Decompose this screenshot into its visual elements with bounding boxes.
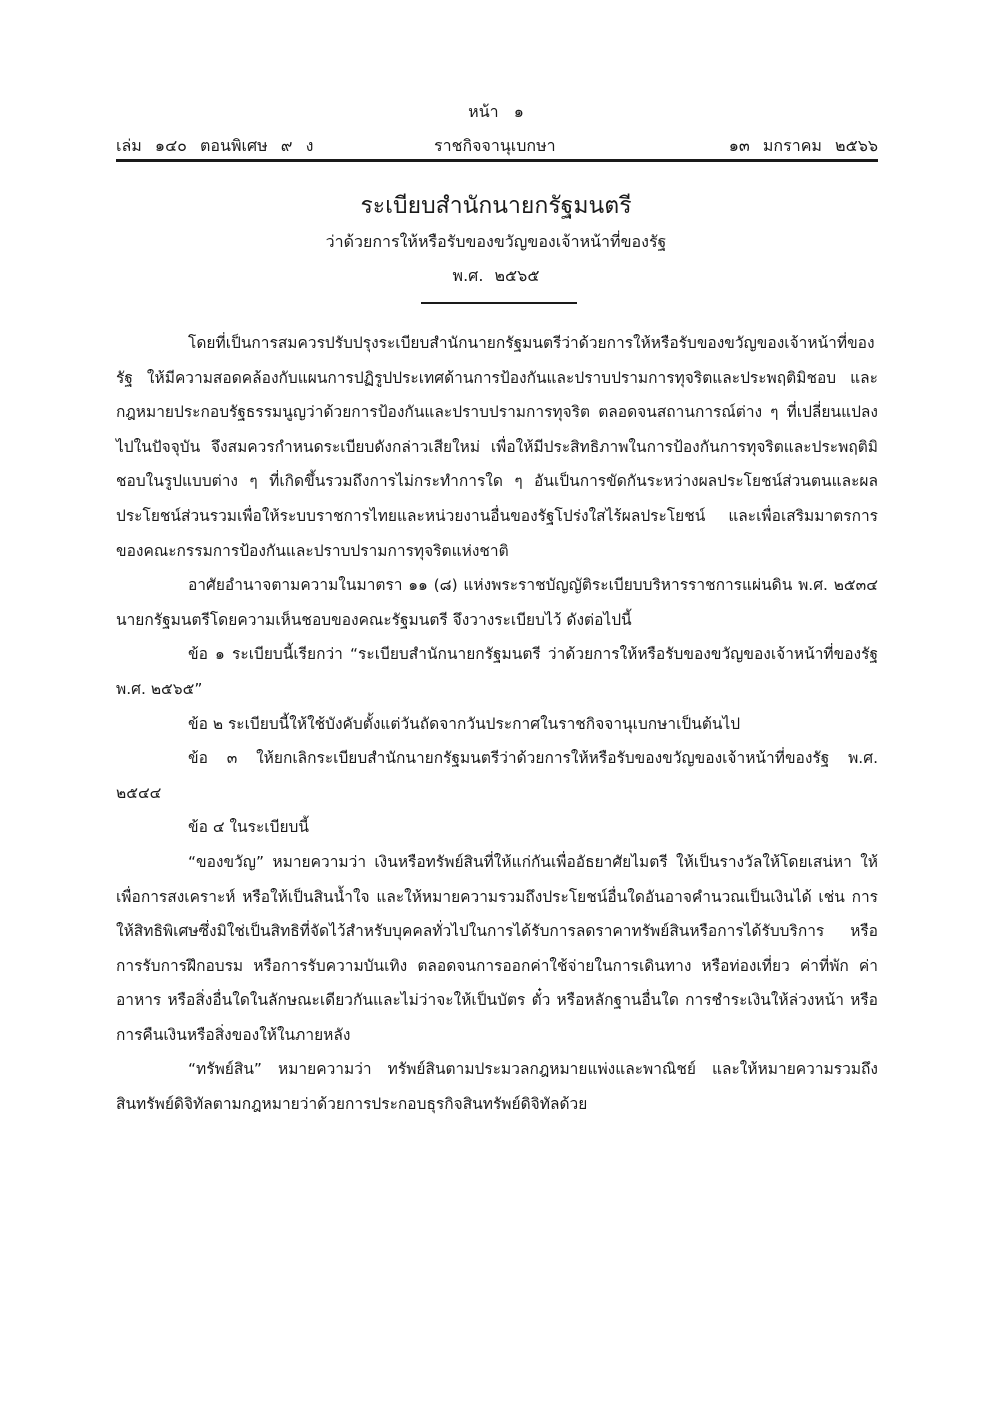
definition-property-paragraph: “ทรัพย์สิน” หมายความว่า ทรัพย์สินตามประมวลกฎหมายแพ่งและพาณิชย์ และให้หมายความรวมถึงสินทรัพย์ดิจิทัลตามกฎหมายว่าด้วยการประกอบธุรกิจสินทรัพย์ดิจิทัลด้วย — [116, 1060, 878, 1114]
clause-2-paragraph: ข้อ ๒ ระเบียบนี้ให้ใช้บังคับตั้งแต่วันถัดจากวันประกาศในราชกิจจานุเบกษาเป็นต้นไป — [188, 714, 741, 733]
preamble-paragraph: โดยที่เป็นการสมควรปรับปรุงระเบียบสำนักนายกรัฐมนตรีว่าด้วยการให้หรือรับของขวัญของเจ้าหน้าที่ของรัฐ ให้มีความสอดคล้องกับแผนการปฏิรูปประเทศด้านการป้องกันและปราบปรามการทุจริตและประพฤติมิชอบ และกฎหมายประกอบรัฐธรรมนูญว่าด้วยการป้องกันและปราบปรามการทุจริต ตลอดจนสถานการณ์ต่าง ๆ ที่เปลี่ยนแปลงไปในปัจจุบัน จึงสมควรกำหนดระเบียบดังกล่าวเสียใหม่ เพื่อให้มีประสิทธิภาพในการป้องกันการทุจริตและประพฤติมิชอบในรูปแบบต่าง ๆ ที่เกิดขึ้นรวมถึงการไม่กระทำการใด ๆ อันเป็นการขัดกันระหว่างผลประโยชน์ส่วนตนและผลประโยชน์ส่วนรวมเพื่อให้ระบบราชการไทยและหน่วยงานอื่นของรัฐโปร่งใสไร้ผลประโยชน์ และเพื่อเสริมมาตรการของคณะกรรมการป้องกันและปราบปรามการทุจริตแห่งชาติ — [116, 334, 878, 560]
definition-gift-paragraph: “ของขวัญ” หมายความว่า เงินหรือทรัพย์สินที่ให้แก่กันเพื่ออัธยาศัยไมตรี ให้เป็นรางวัลให้โดยเสน่หา ให้เพื่อการสงเคราะห์ หรือให้เป็นสินน้ำใจ และให้หมายความรวมถึงประโยชน์อื่นใดอันอาจคำนวณเป็นเงินได้ เช่น การให้สิทธิพิเศษซึ่งมิใช่เป็นสิทธิที่จัดไว้สำหรับบุคคลทั่วไปในการได้รับการลดราคาทรัพย์สินหรือการได้รับบริการ หรือการรับการฝึกอบรม หรือการรับความบันเทิง ตลอดจนการออกค่าใช้จ่ายในการเดินทาง หรือท่องเที่ยว ค่าที่พัก ค่าอาหาร หรือสิ่งอื่นใดในลักษณะเดียวกันและไม่ว่าจะให้เป็นบัตร ตั๋ว หรือหลักฐานอื่นใด การชำระเงินให้ล่วงหน้า หรือการคืนเงินหรือสิ่งของให้ในภายหลัง — [116, 852, 878, 1044]
document-title: ระเบียบสำนักนายกรัฐมนตรี — [360, 193, 632, 219]
volume-issue: เล่ม ๑๔๐ ตอนพิเศษ ๙ ง — [116, 136, 314, 155]
publication-date: ๑๓ มกราคม ๒๕๖๖ — [728, 136, 878, 155]
authority-paragraph: อาศัยอำนาจตามความในมาตรา ๑๑ (๘) แห่งพระราชบัญญัติระเบียบบริหารราชการแผ่นดิน พ.ศ. ๒๕๓๔ นายกรัฐมนตรีโดยความเห็นชอบของคณะรัฐมนตรี จึงวางระเบียบไว้ ดังต่อไปนี้ — [116, 576, 878, 629]
page-number: หน้า ๑ — [468, 102, 524, 121]
document-body — [116, 326, 878, 1122]
clause-1-paragraph: ข้อ ๑ ระเบียบนี้เรียกว่า “ระเบียบสำนักนายกรัฐมนตรี ว่าด้วยการให้หรือรับของขวัญของเจ้าหน้าที่ของรัฐ พ.ศ. ๒๕๖๕” — [116, 645, 878, 698]
clause-4-paragraph: ข้อ ๔ ในระเบียบนี้ — [188, 818, 309, 837]
clause-3-paragraph: ข้อ ๓ ให้ยกเลิกระเบียบสำนักนายกรัฐมนตรีว่าด้วยการให้หรือรับของขวัญของเจ้าหน้าที่ของรัฐ พ.ศ. ๒๕๔๔ — [116, 749, 878, 802]
document-year: พ.ศ. ๒๕๖๕ — [452, 266, 540, 285]
publication-name: ราชกิจจานุเบกษา — [434, 136, 556, 155]
gazette-header — [116, 134, 878, 156]
title-divider — [421, 302, 577, 304]
header-divider — [116, 159, 878, 162]
document-subtitle: ว่าด้วยการให้หรือรับของขวัญของเจ้าหน้าที่ของรัฐ — [325, 232, 667, 251]
